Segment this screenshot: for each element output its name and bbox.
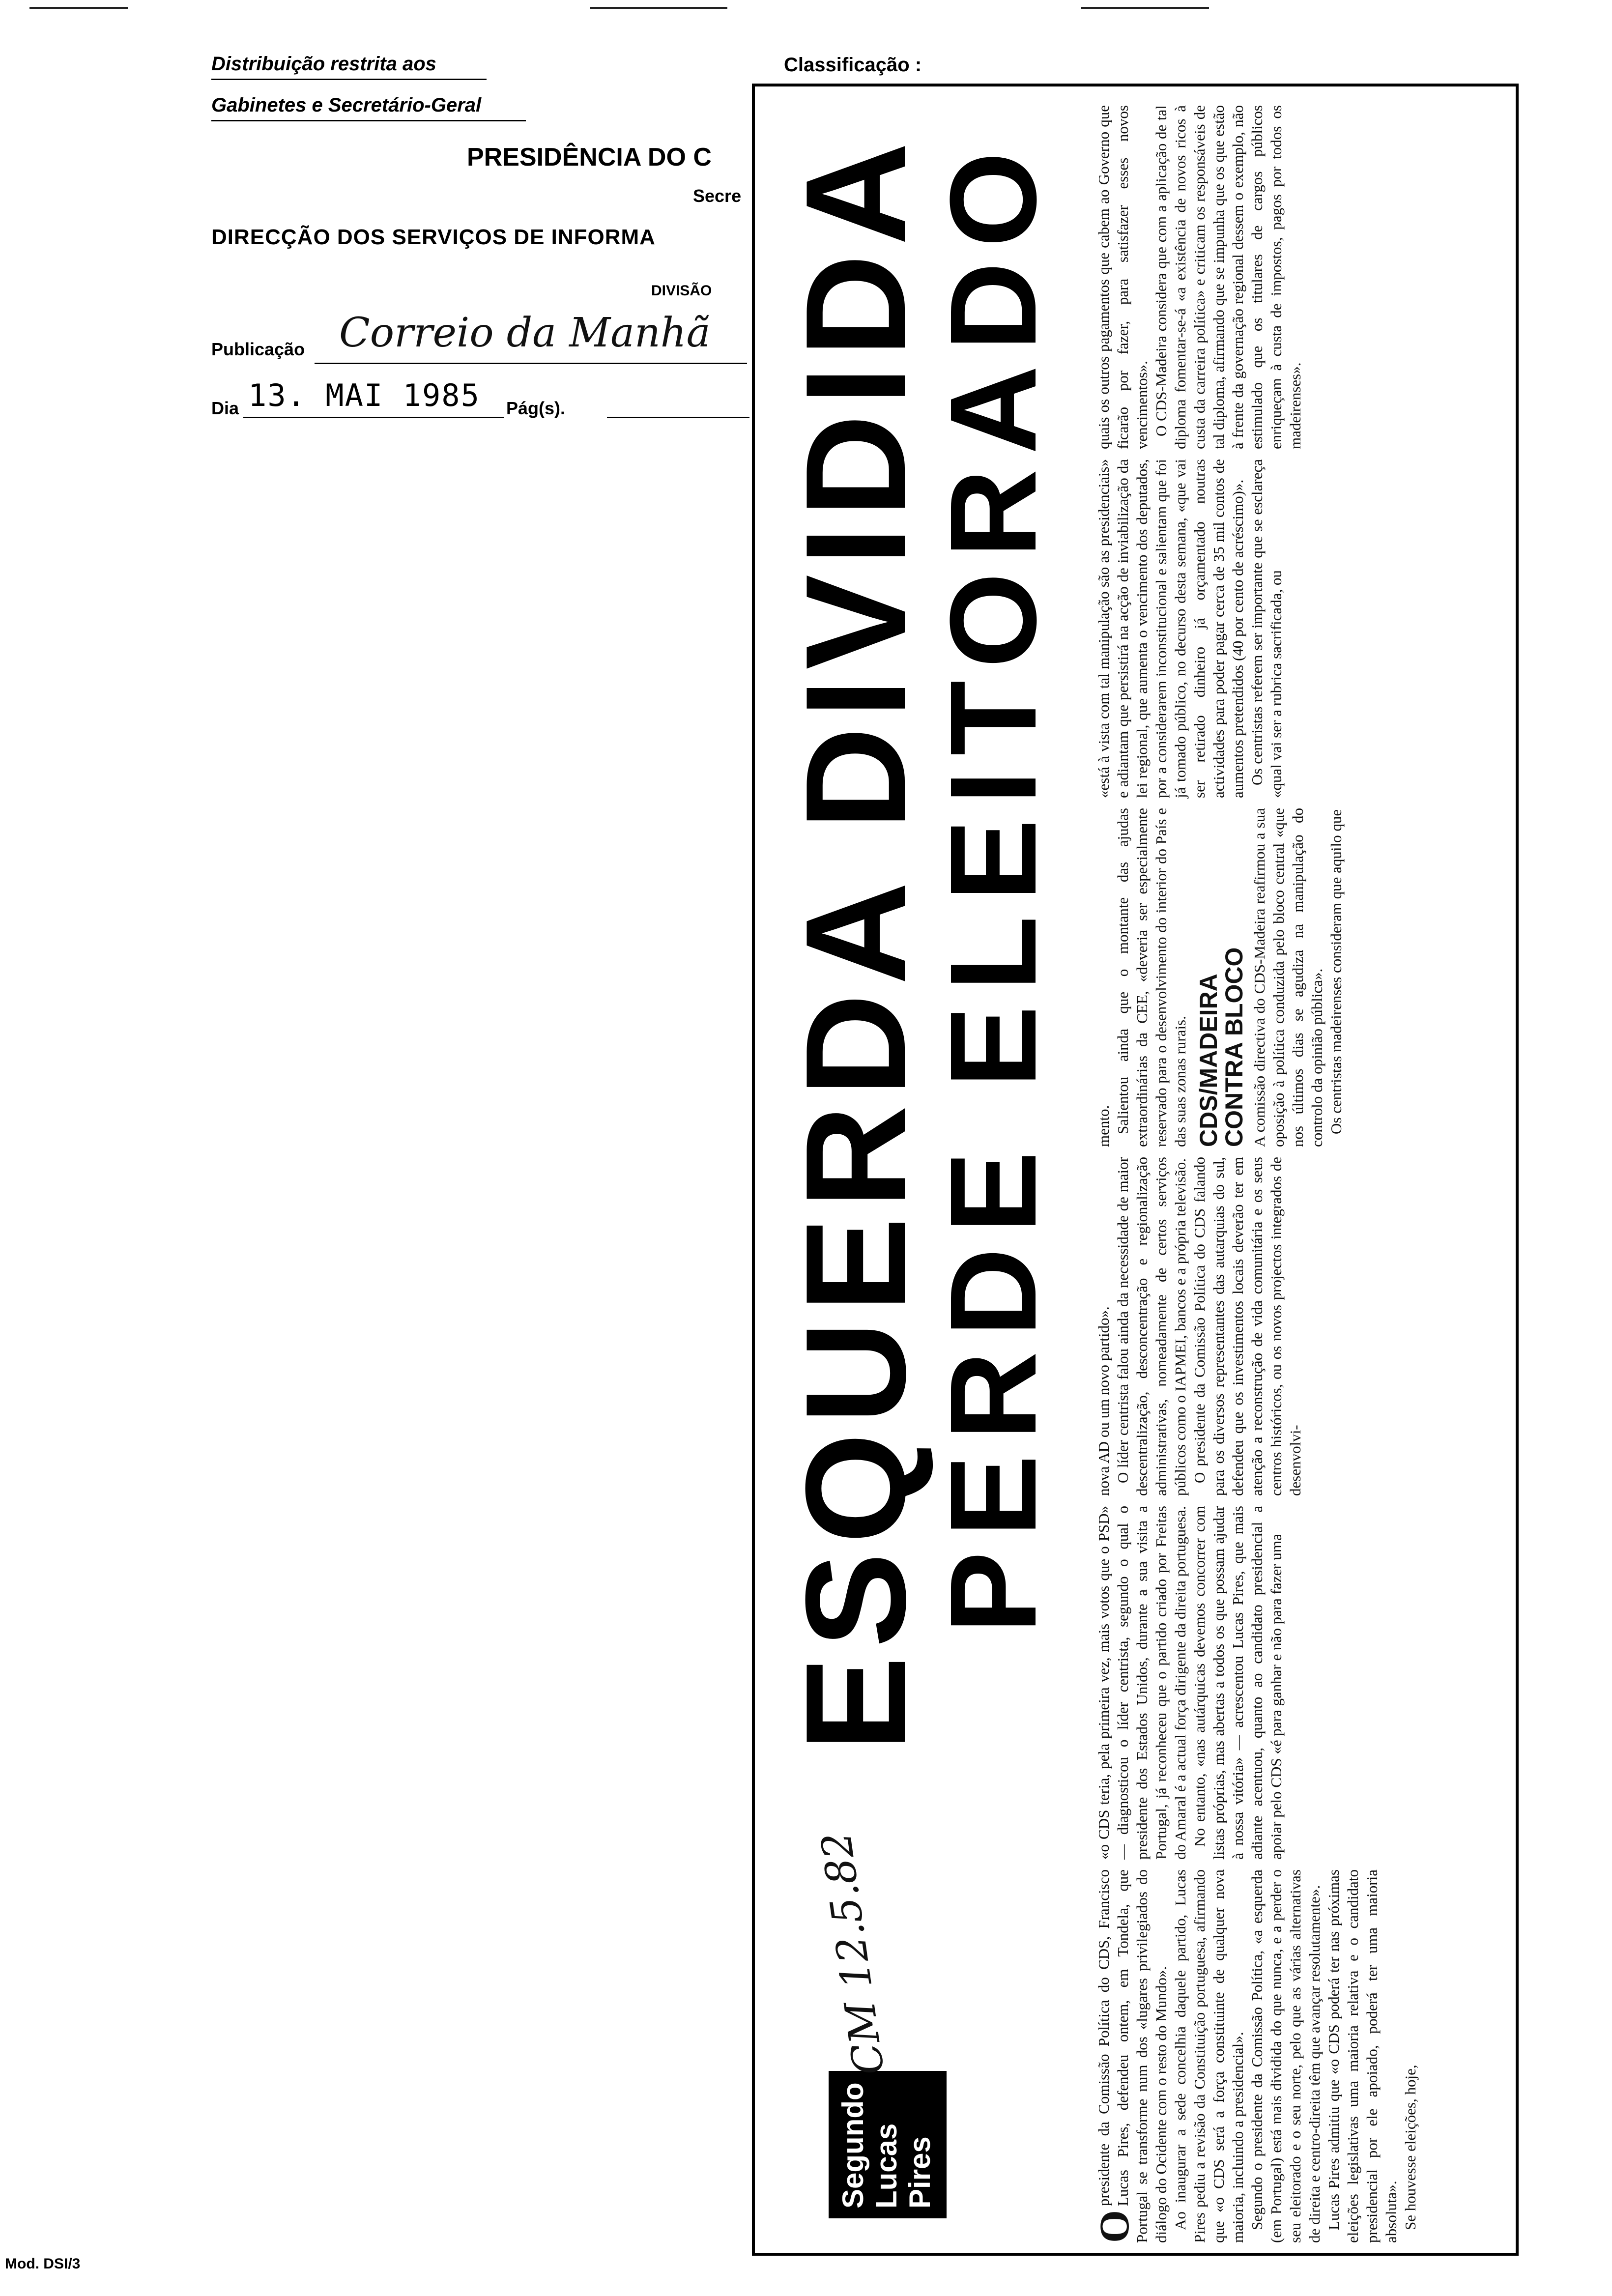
dia-rule (243, 417, 504, 418)
distribution-note-line2: Gabinetes e Secretário-Geral (211, 94, 482, 116)
top-rule-1 (29, 7, 128, 9)
newspaper-clipping (752, 84, 1519, 2256)
col1-p1: presidente da Comissão Política do CDS, Francisco Lucas Pires, defendeu ontem, em Tondela, que Portugal se transforme num dos «lugares privilegiados do diálogo do Ocidente com o resto do Mundo». (1095, 1869, 1170, 2243)
top-rule-2 (590, 7, 727, 9)
col6-p1: quais os outros pagamentos que cabem ao Governo que ficarão por fazer, para satisfazer esses novos vencimentos». (1095, 105, 1151, 449)
pag-label: Pág(s). (506, 398, 566, 418)
col3-p1: nova AD ou um novo partido». (1095, 1306, 1112, 1496)
col4-p2: Salientou ainda que o montante das ajudas extraordinárias da CEE, «deveria ser especialmente reservado para o desenvolvimento do interior do País e das suas zonas rurais. (1114, 808, 1189, 1147)
col2-p1: «o CDS teria, pela primeira vez, mais votos que o PSD» — diagnosticou o líder centrista, segundo o qual o presidente dos Estados Unidos, durante a sua visita a Portugal, já reconheceu que o partido criado por Freitas do Amaral é a actual força dirigente da direita portuguesa. (1095, 1506, 1189, 1860)
article-column-3 (1094, 1157, 1305, 1496)
article-column-6 (1094, 105, 1305, 449)
subhead (1196, 808, 1247, 1147)
publicacao-handwritten: Correio da Manhã (339, 310, 711, 356)
col3-p3: O presidente da Comissão Política do CDS falando para os diversos representantes das autarquias do sul, defendeu que os investimentos locais deverão ter em atenção a reconstrução de vida comunitária e os seus centros históricos, ou os novos projectos integrados de desenvolvi- (1191, 1157, 1304, 1496)
secretaria-heading: Secre (693, 186, 742, 206)
headline-line1: ESQUERDA DIVIDIDA (776, 133, 935, 1751)
article-column-5 (1094, 459, 1286, 798)
form-model-code: Mod. DSI/3 (5, 2256, 81, 2272)
dia-stamp: 13. MAI 1985 (248, 377, 480, 413)
pag-rule (607, 417, 749, 418)
kicker-box (829, 2071, 947, 2218)
col1-p3: Segundo o presidente da Comissão Política, «a esquerda (em Portugal) está mais dividida do que nunca, e a perder o seu eleitorado e o seu norte, pelo que as várias alternativas de direita e centro-direita têm que avançar resolutamente». (1248, 1869, 1323, 2243)
handwritten-reference: CM 12.5.82 (811, 1829, 894, 2078)
subhead-line1: CDS/MADEIRA (1195, 974, 1222, 1147)
col4-p3: A comissão directiva do CDS-Madeira reafirmou a sua oposição à política conduzida pelo bloco central «que nos últimos dias se agudiza na manipulação do controlo da opinião pública». (1251, 808, 1325, 1147)
classificacao-label: Classificação : (784, 54, 922, 76)
col4-p4: Os centristas madeirenses consideram que aquilo que (1327, 809, 1345, 1134)
col5-p2: Os centristas referem ser importante que se esclareça «qual vai ser a rubrica sacrificada, ou (1248, 459, 1285, 798)
kicker-line3: Pires (903, 2136, 936, 2209)
article-column-1: O presidente da Comissão Política do CDS, Francisco Lucas Pires, defendeu ontem, em Tondela, que Portugal se transforme num dos «lugares privilegiados do diálogo do Ocidente com o resto do Mundo». Ao inaugurar a sede concelhia daquele partido, Lucas Pires pediu a revisão da Constituição portuguesa, afirmando que «o CDS será a força constituinte de qualquer nova maioria, incluindo a presidencial». Segundo o presidente da Comissão Política, «a esquerda (em Portugal) está mais dividida do que nunca, e a perder o seu eleitorado e o seu norte, pelo que as várias alternativas de direita e centro-direita têm que avançar resolutamente». Lucas Pires admitiu que «o CDS poderá ter nas próximas eleições legislativas uma maioria relativa e o candidato presidencial por ele apoiado, poderá ter uma maioria absoluta». Se houvesse eleições, hoje, (1091, 1869, 1419, 2243)
col3-p2: O líder centrista falou ainda da necessidade de maior descentralização, desconcentração e regionalização administrativas, nomeadamente de certos serviços públicos como o IAPMEI, bancos e a própria televisão. (1114, 1157, 1189, 1496)
col2-p2: No entanto, «nas autárquicas devemos concorrer com listas próprias, mas abertas a todos os que possam ajudar à nossa vitória» — acrescentou Lucas Pires, que mais adiante acentuou, quanto ao candidato presidencial a apoiar pelo CDS «é para ganhar e não para fazer uma (1191, 1506, 1285, 1860)
col1-p5: Se houvesse eleições, hoje, (1402, 2065, 1419, 2230)
article-column-4 (1094, 808, 1346, 1147)
publicacao-rule (315, 363, 747, 364)
headline-line2: PERDE ELEITORADO (924, 137, 1062, 1634)
distribution-note-rule2 (211, 120, 526, 121)
dia-label: Dia (211, 398, 239, 418)
kicker-line1: Segundo (836, 2082, 869, 2209)
col1-p4: Lucas Pires admitiu que «o CDS poderá ter nas próximas eleições legislativas uma maioria relativa e o candidato presidencial por ele apoiado, poderá ter uma maioria absoluta». (1325, 1869, 1400, 2243)
col6-p2: O CDS-Madeira considera que com a aplicação de tal diploma fomentar-se-á «a existência de novos ricos à custa da carreira política» e criticam os responsáveis de tal diploma, afirmando que se impunha que os que estão à frente da governação regional dessem o exemplo, não estimulado que os titulares de cargos públicos enriqueçam à custa de impostos, pagos por todos os madeirenses». (1152, 105, 1304, 449)
distribution-note-line1: Distribuição restrita aos (211, 53, 436, 75)
divisao-heading: DIVISÃO (651, 283, 712, 299)
kicker-line2: Lucas (870, 2123, 903, 2209)
subhead-line2: CONTRA BLOCO (1220, 947, 1248, 1147)
col4-p1: mento. (1095, 1105, 1112, 1147)
col1-p2: Ao inaugurar a sede concelhia daquele partido, Lucas Pires pediu a revisão da Constituição portuguesa, afirmando que «o CDS será a força constituinte de qualquer nova maioria, incluindo a presidencial». (1172, 1869, 1246, 2243)
presidencia-heading: PRESIDÊNCIA DO C (467, 143, 712, 172)
article-column-2-body (1094, 1506, 1286, 1860)
col5-p1: «está à vista com tal manipulação são as presidenciais» e adiantam que persistirá na acção de inviabilização da lei regional, que aumenta o vencimento dos deputados, por a considerarem inconstitucional e salientam que foi já tomado público, no decurso desta semana, «que vai ser retirado dinheiro já orçamentado noutras actividades para poder pagar cerca de 35 mil contos de aumentos pretendidos (40 por cento de acréscimo)». (1095, 459, 1246, 798)
distribution-note-rule1 (211, 79, 487, 80)
direccao-heading: DIRECÇÃO DOS SERVIÇOS DE INFORMA (211, 225, 656, 249)
publicacao-label: Publicação (211, 339, 305, 359)
top-rule-3 (1081, 7, 1209, 9)
